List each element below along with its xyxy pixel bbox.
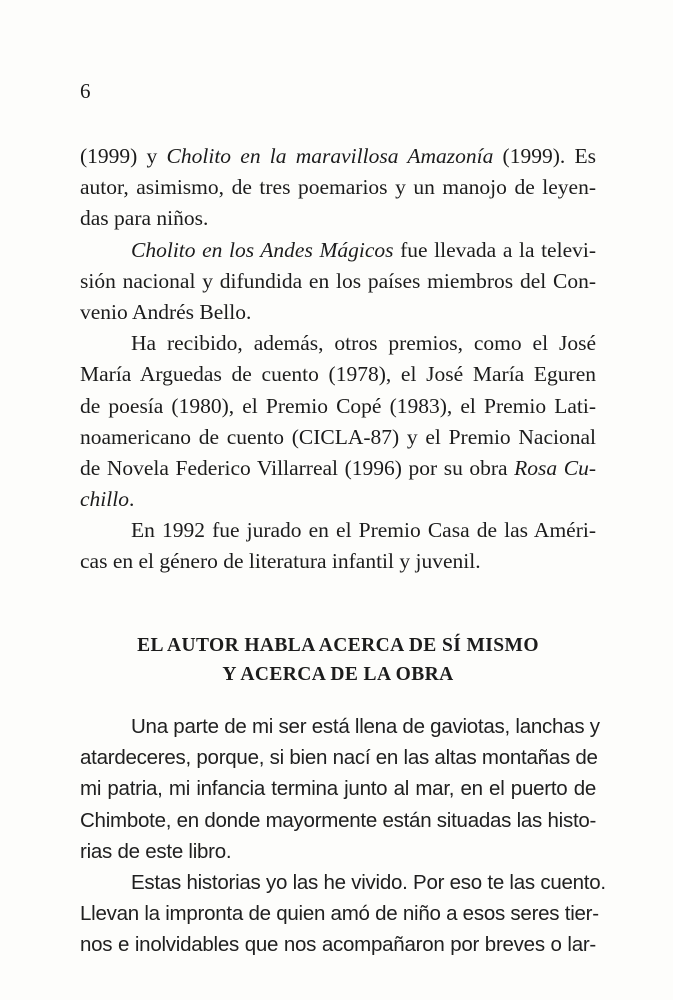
text-line: Una parte de mi ser está llena de gaviotas, lanchas y <box>131 715 600 738</box>
text-line: chillo. <box>80 487 135 512</box>
author-statement-section <box>80 711 606 961</box>
text-line: atardeceres, porque, si bien nací en las altas montañas de <box>80 746 598 770</box>
book-title: chillo <box>80 487 129 512</box>
section-heading <box>80 631 596 689</box>
text-line: nos e inolvidables que nos acompañaron por breves o lar- <box>80 933 596 957</box>
text-line: Llevan la impronta de quien amó de niño a esos seres tier- <box>80 902 599 926</box>
text-line: de poesía (1980), el Premio Copé (1983), el Premio Lati- <box>80 393 596 418</box>
text-line: María Arguedas de cuento (1978), el José María Eguren <box>80 362 596 387</box>
text-line: cas en el género de literatura infantil y juvenil. <box>80 549 481 574</box>
book-title: Cholito en los Andes Mágicos <box>131 237 394 262</box>
text-line: Estas historias yo las he vivido. Por eso te las cuento. <box>131 870 606 894</box>
author-biography-section <box>80 141 596 578</box>
text-line: En 1992 fue jurado en el Premio Casa de las Améri- <box>131 518 596 543</box>
text-line: venio Andrés Bello. <box>80 299 252 324</box>
text-line: (1999) y Cholito en la maravillosa Amazonía (1999). Es <box>80 144 596 168</box>
text-line: rias de este libro. <box>80 839 232 863</box>
text-line: Ha recibido, además, otros premios, como el José <box>131 331 596 356</box>
text-line: de Novela Federico Villarreal (1996) por su obra Rosa Cu- <box>80 455 596 480</box>
text-line: Chimbote, en donde mayormente están situadas las histo- <box>80 808 597 832</box>
book-title: Rosa Cu- <box>514 455 596 480</box>
text-line: noamericano de cuento (CICLA-87) y el Premio Nacional <box>80 424 596 449</box>
heading-line: Y ACERCA DE LA OBRA <box>222 664 454 685</box>
book-title: Cholito en la maravillosa Amazonía <box>166 144 494 168</box>
text-line: sión nacional y difundida en los países miembros del Con- <box>80 268 596 293</box>
heading-line: EL AUTOR HABLA ACERCA DE SÍ MISMO <box>137 635 539 656</box>
text-line: das para niños. <box>80 206 209 231</box>
text-line: Cholito en los Andes Mágicos fue llevada a la televi- <box>131 237 596 262</box>
page-number: 6 <box>80 79 91 103</box>
text-line: mi patria, mi infancia termina junto al mar, en el puerto de <box>80 777 596 801</box>
text-line: autor, asimismo, de tres poemarios y un manojo de leyen- <box>80 175 596 200</box>
